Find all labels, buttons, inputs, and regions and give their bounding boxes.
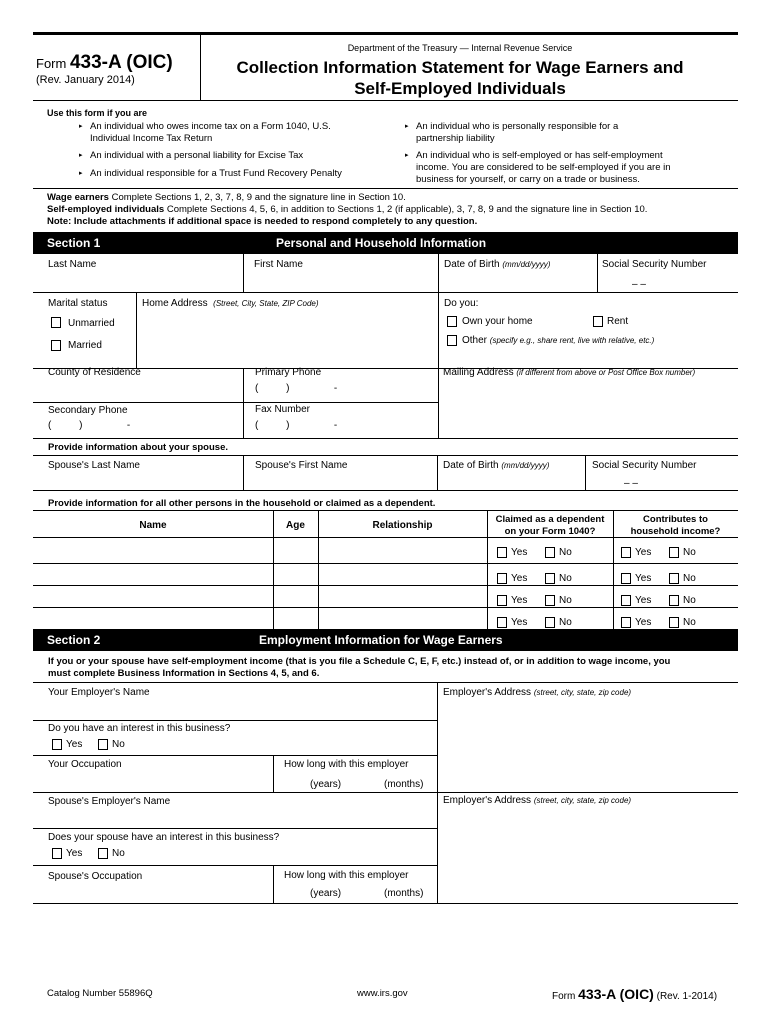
household-relationship-field[interactable] xyxy=(320,539,486,561)
rule-line xyxy=(273,755,274,792)
form-prefix: Form xyxy=(552,991,576,1002)
rule-line xyxy=(33,510,738,511)
home-address-text: Home Address xyxy=(142,298,208,309)
yes-label: Yes xyxy=(635,547,652,558)
dob-text: Date of Birth xyxy=(444,259,500,270)
rule-line xyxy=(33,607,738,608)
claimed-yes-checkbox[interactable] xyxy=(497,595,507,606)
fax-label: Fax Number xyxy=(255,404,311,415)
catalog-number: Catalog Number 55896Q xyxy=(47,988,153,999)
address-text: Employer's Address xyxy=(443,687,532,698)
rule-line xyxy=(33,865,437,866)
no-label: No xyxy=(683,617,696,628)
bullet-text: income. You are considered to be self-employed if you are in xyxy=(416,162,671,173)
occupation-field[interactable] xyxy=(34,772,272,790)
employer-name-field[interactable] xyxy=(34,700,436,719)
section-title: Employment Information for Wage Earners xyxy=(259,633,503,647)
household-age-field[interactable] xyxy=(275,587,317,605)
rule-line xyxy=(33,563,738,564)
household-age-field[interactable] xyxy=(275,539,317,561)
yes-label: Yes xyxy=(511,617,528,628)
contributes-no-checkbox[interactable] xyxy=(669,617,679,628)
spouse-last-name-field[interactable] xyxy=(34,472,242,489)
dob-text: Date of Birth xyxy=(443,460,499,471)
yes-label: Yes xyxy=(511,547,528,558)
other-label xyxy=(462,335,654,347)
section-number: Section 1 xyxy=(47,236,101,250)
spouse-months-field[interactable]: (months) xyxy=(384,888,424,899)
married-label: Married xyxy=(68,340,102,351)
spouse-employer-address-label xyxy=(443,795,631,807)
how-long-label: How long with this employer xyxy=(284,870,409,881)
section1-header xyxy=(33,232,738,254)
no-label: No xyxy=(112,848,125,859)
last-name-label: Last Name xyxy=(48,259,97,270)
spouse-interest-no-checkbox[interactable] xyxy=(98,848,108,859)
section2-instruction-line2: must complete Business Information in Sections 4, 5, and 6. xyxy=(48,668,320,679)
bullet xyxy=(90,168,342,180)
household-heading: Provide information for all other persons in the household or claimed as a dependent. xyxy=(48,498,436,509)
dob-field[interactable] xyxy=(440,270,596,290)
spouse-ssn-label: Social Security Number xyxy=(592,460,697,471)
household-relationship-field[interactable] xyxy=(320,587,486,605)
form-revision: (Rev. 1-2014) xyxy=(656,991,718,1002)
contributes-no-checkbox[interactable] xyxy=(669,595,679,606)
months-field[interactable]: (months) xyxy=(384,779,424,790)
rule-line xyxy=(33,682,738,683)
rule-line xyxy=(33,100,738,101)
col-age-header: Age xyxy=(286,520,305,531)
rule-line xyxy=(33,292,738,293)
address-hint: (street, city, state, zip code) xyxy=(533,796,632,805)
form-revision: (Rev. January 2014) xyxy=(36,74,135,86)
spouse-dob-label xyxy=(443,460,549,472)
rule-line xyxy=(33,438,738,439)
bullet-text: business for yourself, or carry on a trade or business. xyxy=(416,174,640,185)
address-hint: (street, city, state, zip code) xyxy=(533,688,632,697)
other-text: Other xyxy=(462,335,488,346)
no-label: No xyxy=(683,595,696,606)
rule-line xyxy=(33,720,437,721)
ssn-field[interactable] xyxy=(599,270,737,290)
other-hint: (specify e.g., share rent, live with relative, etc.) xyxy=(489,336,655,345)
home-address-hint: (Street, City, State, ZIP Code) xyxy=(213,299,319,308)
header-text: household income? xyxy=(630,526,721,537)
rule-line xyxy=(243,455,244,490)
rule-line xyxy=(273,865,274,903)
wage-earners-line xyxy=(47,192,406,204)
wage-text: Complete Sections 1, 2, 3, 7, 8, 9 and the signature line in Section 10. xyxy=(111,192,406,203)
interest-yes-checkbox[interactable] xyxy=(52,739,62,750)
first-name-field[interactable] xyxy=(245,270,437,290)
rule-line xyxy=(33,32,738,35)
unmarried-label: Unmarried xyxy=(68,318,115,329)
form-number: 433-A (OIC) xyxy=(69,52,173,73)
bullet xyxy=(90,150,303,162)
ssn-dashes: – – xyxy=(632,279,646,290)
bullet xyxy=(416,121,618,145)
rule-line xyxy=(136,292,137,368)
rule-line xyxy=(33,792,738,793)
rule-line xyxy=(597,254,598,292)
no-label: No xyxy=(559,547,572,558)
rule-line xyxy=(437,455,438,490)
household-name-field[interactable] xyxy=(34,609,272,627)
rule-line xyxy=(33,188,738,189)
bullet-text: partnership liability xyxy=(416,133,495,144)
rule-line xyxy=(33,490,738,491)
use-form-heading: Use this form if you are xyxy=(47,108,148,118)
rule-line xyxy=(243,254,244,292)
unmarried-checkbox[interactable] xyxy=(51,317,61,328)
county-field[interactable] xyxy=(34,380,242,400)
rule-line xyxy=(33,455,738,456)
col-contributes-header xyxy=(613,514,738,538)
bullet-text: An individual with a personal liability for Excise Tax xyxy=(90,150,304,161)
marital-status-label: Marital status xyxy=(48,298,108,309)
header-text: Claimed as a dependent xyxy=(495,514,605,525)
bullet-text: An individual who owes income tax on a Form 1040, U.S. xyxy=(90,121,331,132)
employer-address-label xyxy=(443,687,631,699)
header-text: on your Form 1040? xyxy=(504,526,596,537)
rule-line xyxy=(33,903,738,904)
col-relationship-header: Relationship xyxy=(372,520,433,531)
mailing-address-label xyxy=(443,367,695,379)
first-name-label: First Name xyxy=(254,259,303,270)
address-text: Employer's Address xyxy=(443,795,532,806)
fax-field[interactable]: ( ) - xyxy=(255,420,338,431)
home-address-field[interactable] xyxy=(140,312,436,366)
bullet-text: An individual who is self-employed or has self-employment xyxy=(416,150,663,161)
rule-line xyxy=(33,585,738,586)
yes-label: Yes xyxy=(511,573,528,584)
bullet xyxy=(416,150,671,186)
spouse-employer-name-field[interactable] xyxy=(34,809,436,827)
header-text: Contributes to xyxy=(643,514,708,525)
yes-label: Yes xyxy=(635,617,652,628)
household-age-field[interactable] xyxy=(275,565,317,583)
last-name-field[interactable] xyxy=(34,270,242,290)
contributes-no-checkbox[interactable] xyxy=(669,547,679,558)
mailing-hint: (if different from above or Post Office Box number) xyxy=(516,368,696,377)
married-checkbox[interactable] xyxy=(51,340,61,351)
claimed-no-checkbox[interactable] xyxy=(545,595,555,606)
household-relationship-field[interactable] xyxy=(320,565,486,583)
no-label: No xyxy=(559,617,572,628)
col-claimed-header xyxy=(487,514,613,538)
no-label: No xyxy=(112,739,125,750)
contributes-yes-checkbox[interactable] xyxy=(621,573,631,584)
no-label: No xyxy=(683,547,696,558)
wage-label: Wage earners xyxy=(47,192,109,203)
section-title: Personal and Household Information xyxy=(276,236,487,250)
col-name-header: Name xyxy=(139,520,167,531)
primary-phone-label: Primary Phone xyxy=(255,367,322,378)
dob-hint: (mm/dd/yyyy) xyxy=(501,461,550,470)
dob-hint: (mm/dd/yyyy) xyxy=(502,260,551,269)
rule-line xyxy=(243,368,244,438)
secondary-phone-field[interactable]: ( ) - xyxy=(48,420,131,431)
household-name-field[interactable] xyxy=(34,587,272,605)
yes-label: Yes xyxy=(635,595,652,606)
ssn-label: Social Security Number xyxy=(602,259,707,270)
no-label: No xyxy=(559,573,572,584)
claimed-yes-checkbox[interactable] xyxy=(497,573,507,584)
household-relationship-field[interactable] xyxy=(320,609,486,627)
own-home-checkbox[interactable] xyxy=(447,316,457,327)
rule-line xyxy=(33,755,437,756)
section2-instruction-line1: If you or your spouse have self-employment income (that is you file a Schedule C, E, F, etc.) instead of, or in addition to wage income, you xyxy=(48,656,671,667)
spouse-dob-field[interactable] xyxy=(439,472,584,489)
how-long-label: How long with this employer xyxy=(284,759,409,770)
claimed-no-checkbox[interactable] xyxy=(545,573,555,584)
secondary-phone-label: Secondary Phone xyxy=(48,405,128,416)
spouse-ssn-field[interactable] xyxy=(587,472,737,489)
spouse-interest-yes-checkbox[interactable] xyxy=(52,848,62,859)
yes-label: Yes xyxy=(511,595,528,606)
ssn-dashes: – – xyxy=(624,478,638,489)
section-number: Section 2 xyxy=(47,633,101,647)
spouse-occupation-field[interactable] xyxy=(34,884,272,901)
rule-line xyxy=(438,254,439,438)
form-title-line2: Self-Employed Individuals xyxy=(354,79,566,98)
rule-line xyxy=(33,828,437,829)
contributes-yes-checkbox[interactable] xyxy=(621,617,631,628)
spouse-employer-address-field[interactable] xyxy=(440,808,736,900)
rule-line xyxy=(33,402,438,403)
yes-label: Yes xyxy=(66,848,83,859)
home-address-label xyxy=(142,298,319,310)
self-label: Self-employed individuals xyxy=(47,204,165,215)
form-number: 433-A (OIC) xyxy=(578,986,654,1002)
spouse-heading: Provide information about your spouse. xyxy=(48,442,228,453)
self-text: Complete Sections 4, 5, 6, in addition to Sections 1, 2 (if applicable), 3, 7, 8, 9 and the signature line in Section 10. xyxy=(166,204,648,215)
bullet-text: An individual responsible for a Trust Fund Recovery Penalty xyxy=(90,168,342,179)
spouse-last-name-label: Spouse's Last Name xyxy=(48,460,140,471)
do-you-label: Do you: xyxy=(444,298,479,309)
self-employed-line xyxy=(47,204,647,216)
household-name-field[interactable] xyxy=(34,539,272,561)
spouse-first-name-label: Spouse's First Name xyxy=(255,460,348,471)
rent-checkbox[interactable] xyxy=(593,316,603,327)
bullet xyxy=(90,121,331,145)
spouse-years-field[interactable]: (years) xyxy=(310,888,342,899)
claimed-yes-checkbox[interactable] xyxy=(497,547,507,558)
household-age-field[interactable] xyxy=(275,609,317,627)
bullet-text: An individual who is personally responsible for a xyxy=(416,121,619,132)
yes-label: Yes xyxy=(66,739,83,750)
county-label: County of Residence xyxy=(48,367,141,378)
agency-name: Department of the Treasury — Internal Revenue Service xyxy=(347,43,573,53)
yes-label: Yes xyxy=(635,573,652,584)
form-id xyxy=(36,54,173,73)
spouse-employer-name-label: Spouse's Employer's Name xyxy=(48,796,171,807)
attachments-note: Note: Include attachments if additional space is needed to respond completely to any question. xyxy=(47,216,478,227)
spouse-occupation-label: Spouse's Occupation xyxy=(48,871,143,882)
interest-question: Do you have an interest in this business? xyxy=(48,723,231,734)
claimed-no-checkbox[interactable] xyxy=(545,617,555,628)
contributes-yes-checkbox[interactable] xyxy=(621,595,631,606)
employer-name-label: Your Employer's Name xyxy=(48,687,150,698)
claimed-no-checkbox[interactable] xyxy=(545,547,555,558)
spouse-first-name-field[interactable] xyxy=(245,472,436,489)
claimed-yes-checkbox[interactable] xyxy=(497,617,507,628)
occupation-label: Your Occupation xyxy=(48,759,122,770)
form-title-line1: Collection Information Statement for Wage Earners and xyxy=(236,58,684,77)
primary-phone-field[interactable]: ( ) - xyxy=(255,383,338,394)
contributes-no-checkbox[interactable] xyxy=(669,573,679,584)
years-field[interactable]: (years) xyxy=(310,779,342,790)
contributes-yes-checkbox[interactable] xyxy=(621,547,631,558)
footer-form-id xyxy=(552,986,717,1005)
rent-label: Rent xyxy=(607,316,629,327)
form-prefix: Form xyxy=(36,56,67,71)
no-label: No xyxy=(559,595,572,606)
own-home-label: Own your home xyxy=(462,316,533,327)
employer-address-field[interactable] xyxy=(440,700,736,788)
mailing-address-text: Mailing Address xyxy=(443,367,514,378)
mailing-address-field[interactable] xyxy=(440,380,736,436)
interest-no-checkbox[interactable] xyxy=(98,739,108,750)
rule-line xyxy=(585,455,586,490)
spouse-interest-question: Does your spouse have an interest in this business? xyxy=(48,832,280,843)
bullet-text: Individual Income Tax Return xyxy=(90,133,213,144)
website-link[interactable]: www.irs.gov xyxy=(357,988,408,999)
other-checkbox[interactable] xyxy=(447,335,457,346)
household-name-field[interactable] xyxy=(34,565,272,583)
no-label: No xyxy=(683,573,696,584)
section2-header xyxy=(33,629,738,651)
